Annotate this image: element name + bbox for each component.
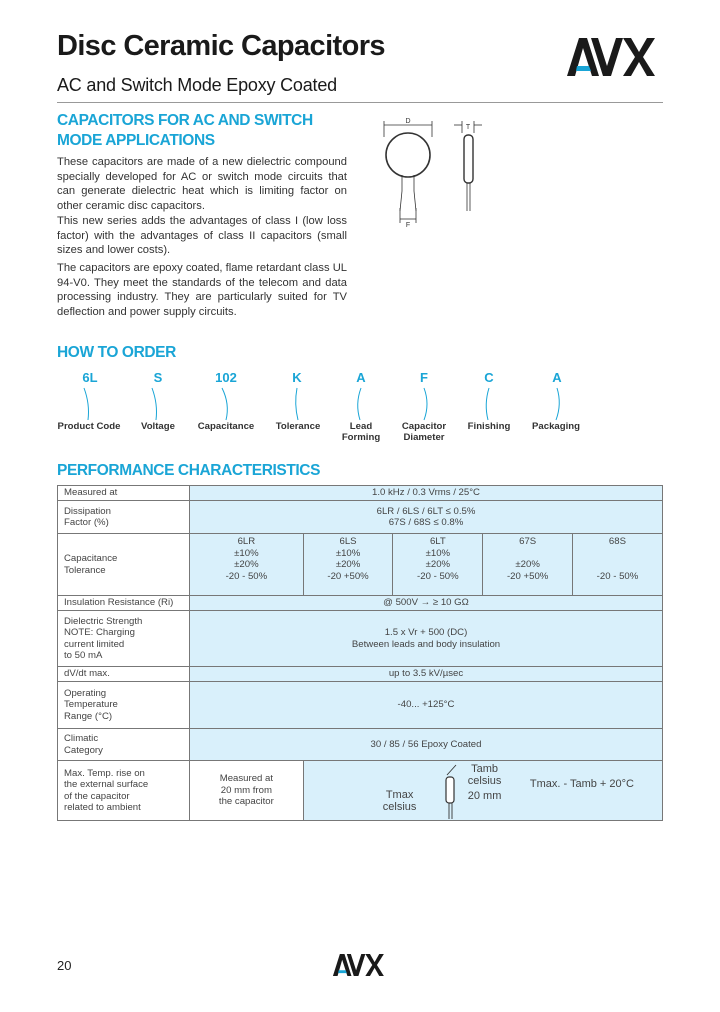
- header-rule: [57, 102, 663, 103]
- measured-at-label: Measured at: [58, 486, 190, 501]
- order-label-tolerance: Tolerance: [275, 421, 321, 432]
- order-code-product: 6L: [82, 370, 98, 385]
- order-label-lead-forming: Lead Forming: [341, 421, 381, 443]
- insulation-label: Insulation Resistance (Ri): [58, 596, 190, 611]
- order-code-tolerance: K: [292, 370, 302, 385]
- dissipation-value: 6LR / 6LS / 6LT ≤ 0.5% 67S / 68S ≤ 0.8%: [190, 501, 663, 534]
- page-title: Disc Ceramic Capacitors: [57, 30, 385, 62]
- temp-rise-label: Max. Temp. rise on the external surface of the capacitor related to ambient: [58, 761, 190, 821]
- label-d: D: [405, 118, 411, 125]
- dvdt-value: up to 3.5 kV/µsec: [190, 667, 663, 682]
- order-code-packaging: A: [552, 370, 562, 385]
- table-row: [58, 761, 663, 821]
- tolerance-6lt: 6LT ±10% ±20% -20 - 50%: [393, 534, 483, 596]
- order-label-diameter: Capacitor Diameter: [401, 421, 447, 443]
- climatic-value: 30 / 85 / 56 Epoxy Coated: [190, 729, 663, 761]
- order-label-voltage: Voltage: [141, 421, 175, 432]
- tolerance-67s: 67S ±20% -20 +50%: [483, 534, 573, 596]
- capacitor-dimension-drawing: [370, 113, 500, 233]
- operating-temp-value: -40... +125°C: [190, 682, 663, 729]
- how-to-order-heading: HOW TO ORDER: [57, 344, 176, 361]
- distance-label: 20 mm: [467, 789, 502, 802]
- temp-rise-measured: Measured at 20 mm from the capacitor: [190, 761, 304, 821]
- measured-at-value: 1.0 kHz / 0.3 Vrms / 25°C: [190, 486, 663, 501]
- performance-heading: PERFORMANCE CHARACTERISTICS: [57, 462, 321, 479]
- performance-table: [57, 485, 663, 821]
- table-row: [58, 611, 663, 667]
- dielectric-label: Dielectric Strength NOTE: Charging current limited to 50 mA: [58, 611, 190, 667]
- table-row: [58, 729, 663, 761]
- order-code-lead-forming: A: [356, 370, 366, 385]
- tolerance-6lr: 6LR ±10% ±20% -20 - 50%: [190, 534, 304, 596]
- order-code-finishing: C: [484, 370, 494, 385]
- intro-paragraph-3: The capacitors are epoxy coated, flame retardant class UL 94-V0. They meet the standards of the telecom and data processing industry. They are particularly suited for TV deflection and power supply circuits.: [57, 262, 347, 318]
- intro-paragraph-1: These capacitors are made of a new dielectric compound specially developed for AC or switch mode circuits that can generate dielectric heat which is limiting factor on other ceramic disc capacitors.: [57, 156, 347, 212]
- order-code-diameter: F: [420, 370, 428, 385]
- dvdt-label: dV/dt max.: [58, 667, 190, 682]
- order-label-packaging: Packaging: [532, 421, 580, 432]
- intro-paragraph-2: This new series adds the advantages of class I (low loss factor) with the advantages of class II capacitors (small sizes and lower costs).: [57, 215, 347, 257]
- tolerance-68s: 68S -20 - 50%: [572, 534, 662, 596]
- temp-rise-formula: Tmax. - Tamb + 20°C: [529, 777, 634, 790]
- dissipation-label: Dissipation Factor (%): [58, 501, 190, 534]
- temp-rise-diagram: [303, 761, 662, 821]
- insulation-value: @ 500V → ≥ 10 GΩ: [190, 596, 663, 611]
- table-row: [58, 667, 663, 682]
- operating-temp-label: Operating Temperature Range (°C): [58, 682, 190, 729]
- order-label-product: Product Code: [57, 421, 121, 432]
- intro-heading: CAPACITORS FOR AC AND SWITCH MODE APPLICATIONS: [57, 112, 313, 149]
- order-label-finishing: Finishing: [467, 421, 511, 432]
- climatic-label: Climatic Category: [58, 729, 190, 761]
- order-label-capacitance: Capacitance: [197, 421, 255, 432]
- page-subtitle: AC and Switch Mode Epoxy Coated: [57, 75, 337, 95]
- avx-footer-logo: [330, 954, 392, 981]
- table-row: [58, 596, 663, 611]
- capacitance-tolerance-label: Capacitance Tolerance: [58, 534, 190, 596]
- table-row: [58, 486, 663, 501]
- page-number: 20: [57, 958, 72, 973]
- dielectric-value: 1.5 x Vr + 500 (DC) Between leads and body insulation: [190, 611, 663, 667]
- table-row: [58, 501, 663, 534]
- tamb-label: Tamb celsius: [467, 762, 502, 787]
- order-code-voltage: S: [153, 370, 163, 385]
- table-row: [58, 682, 663, 729]
- tmax-label: Tmax celsius: [382, 788, 417, 813]
- order-code-capacitance: 102: [215, 370, 237, 385]
- table-row: [58, 534, 663, 596]
- label-t: T: [465, 124, 471, 131]
- tolerance-6ls: 6LS ±10% ±20% -20 +50%: [303, 534, 393, 596]
- label-f: F: [405, 222, 411, 228]
- avx-logo: [567, 38, 664, 81]
- capacitor-side-icon: [441, 763, 461, 823]
